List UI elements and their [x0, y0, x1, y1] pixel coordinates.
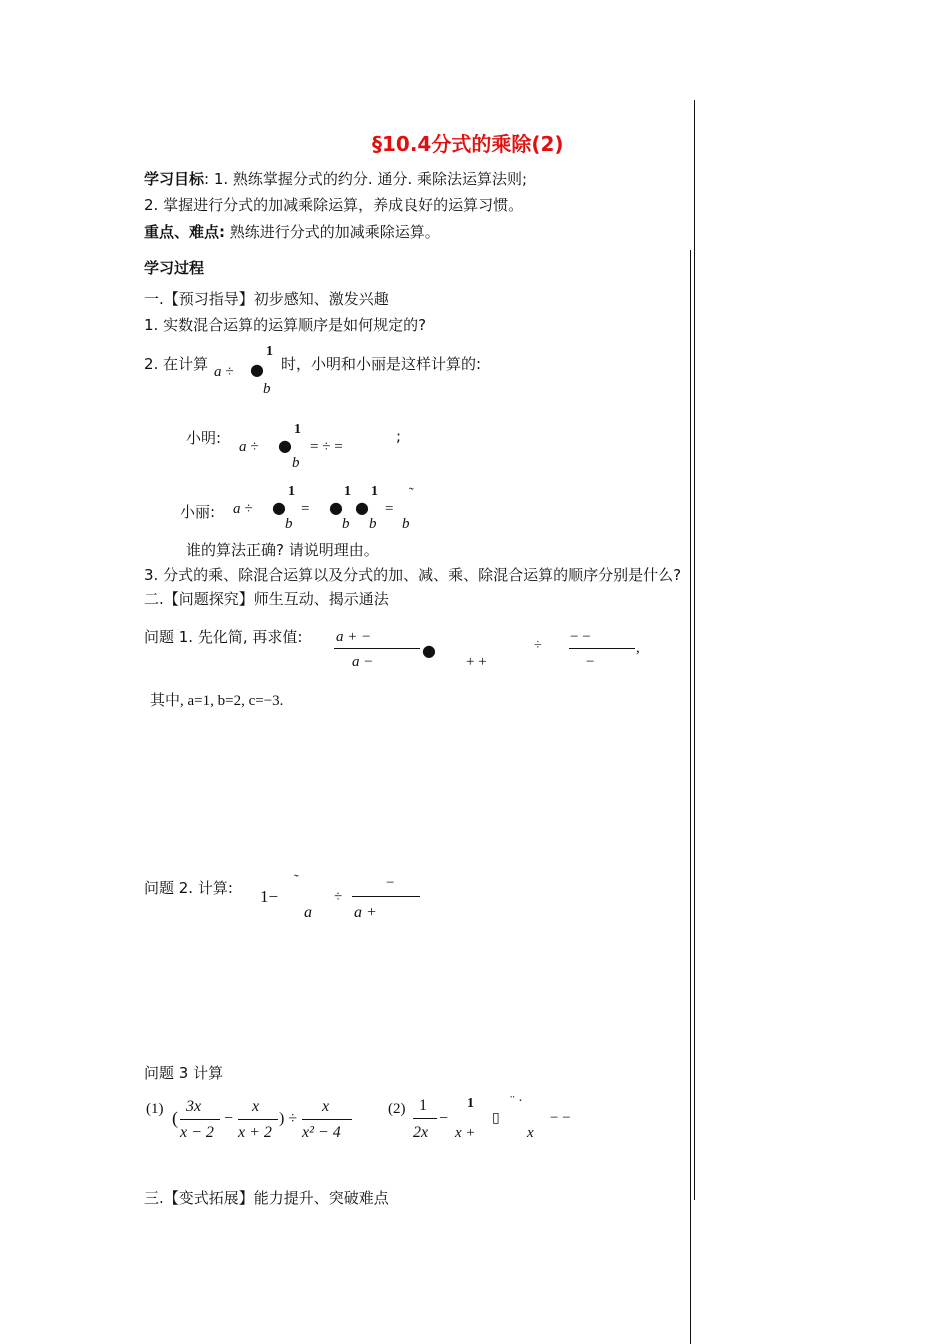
xiaoming-bullet: ●: [278, 436, 292, 455]
section1-q3: 3. 分式的乘、除混合运算以及分式的加、减、乘、除混合运算的顺序分别是什么?: [144, 566, 682, 584]
section1-q1: 1. 实数混合运算的运算顺序是如何规定的?: [144, 316, 427, 334]
xiaoming-b: b: [292, 455, 300, 471]
section3-heading: 三.【变式拓展】能力提升、突破难点: [144, 1189, 389, 1207]
xiaoli-one3: 1: [371, 484, 378, 499]
problem1-frac-line2: [569, 648, 635, 649]
problem3-2-tail: − −: [550, 1110, 571, 1126]
problem2-minus: −: [386, 875, 395, 891]
problem1-frac-line1: [334, 648, 420, 649]
xiaoli-label: 小丽:: [180, 503, 216, 521]
who-correct: 谁的算法正确? 请说明理由。: [186, 541, 379, 559]
problem1-bullet: ●: [422, 641, 436, 660]
problem1-div: ÷: [534, 638, 542, 653]
xiaoli-tilde: ˜: [409, 486, 414, 501]
problem1-num2: − −: [570, 629, 591, 645]
problem3-2-f2-den: x +: [455, 1125, 476, 1141]
q2-expr-a: a ÷: [214, 364, 234, 380]
q2-bullet: ●: [250, 360, 264, 379]
problem1-den2: −: [586, 654, 595, 670]
key-points-text: 熟练进行分式的加减乘除运算。: [225, 223, 440, 241]
xiaoli-b2: b: [342, 516, 350, 532]
problem3-1-f3-num: x: [322, 1098, 330, 1115]
goals-line2: 2. 掌握进行分式的加减乘除运算，养成良好的运算习惯。: [144, 196, 524, 214]
problem3-2-minus: −: [439, 1110, 449, 1127]
problem3-2-x: x: [527, 1125, 534, 1141]
xiaoli-eq1: =: [301, 501, 310, 517]
problem2-label: 问题 2. 计算:: [144, 879, 233, 897]
process-heading: 学习过程: [144, 259, 205, 277]
problem1-where: 其中, a=1, b=2, c=−3.: [150, 693, 284, 709]
xiaoli-one1: 1: [288, 484, 295, 499]
section2-heading: 二.【问题探究】师生互动、揭示通法: [144, 590, 389, 608]
problem3-1-f2-line: [238, 1119, 278, 1120]
problem3-2-f1-line: [413, 1118, 437, 1119]
problem3-1-f2-num: x: [252, 1098, 260, 1115]
problem3-2-f1-num: 1: [419, 1097, 427, 1114]
xiaoming-expr: a ÷: [239, 439, 259, 455]
problem3-label: 问题 3 计算: [144, 1064, 224, 1082]
problem2-div: ÷: [334, 889, 343, 905]
xiaoli-bullet3: ●: [355, 498, 369, 517]
q2-expr-1: 1: [266, 344, 273, 359]
problem3-1-open: (: [172, 1108, 178, 1128]
section1-q2-suffix: 时，小明和小丽是这样计算的:: [281, 355, 482, 373]
page-title: §10.4分式的乘除(2): [372, 132, 564, 156]
xiaoli-one2: 1: [344, 484, 351, 499]
xiaoli-bullet2: ●: [329, 498, 343, 517]
problem3-2-f1-den: 2x: [413, 1124, 429, 1141]
xiaoli-b3: b: [369, 516, 377, 532]
problem3-1-f1-den: x − 2: [180, 1124, 214, 1141]
xiaoli-b4: b: [402, 516, 410, 532]
goals-line1: [144, 168, 527, 189]
xiaoli-bullet1: ●: [272, 498, 286, 517]
problem3-1-num: (1): [146, 1101, 164, 1117]
xiaoming-one: 1: [294, 422, 301, 437]
problem1-mid: + +: [466, 654, 487, 670]
xiaoli-expr: a ÷: [233, 501, 253, 517]
problem3-1-f2-den: x + 2: [238, 1124, 272, 1141]
problem3-2-box: ▯: [492, 1110, 500, 1126]
problem2-frac-line: [352, 896, 420, 897]
problem1-comma: ,: [636, 640, 640, 656]
problem3-1-minus: −: [224, 1110, 234, 1127]
problem2-one: 1−: [260, 887, 279, 906]
problem2-tilde: ˜: [294, 873, 299, 888]
q2-expr-b: b: [263, 381, 271, 397]
problem1-num: a + −: [336, 629, 372, 645]
problem3-1-f1-line: [180, 1119, 220, 1120]
problem3-2-dots: ¨ ·: [510, 1094, 523, 1109]
problem1-label: 问题 1. 先化简, 再求值:: [144, 628, 303, 646]
problem3-1-f3-line: [302, 1119, 352, 1120]
xiaoli-eq2: =: [385, 501, 394, 517]
problem1-den: a −: [352, 654, 374, 670]
problem3-2-f2-num: 1: [467, 1096, 474, 1111]
xiaoli-b1: b: [285, 516, 293, 532]
right-margin-rule-upper: [694, 100, 695, 1200]
problem3-1-f1-num: 3x: [186, 1098, 202, 1115]
problem3-2-num: (2): [388, 1101, 406, 1117]
problem3-1-f3-den: x² − 4: [302, 1124, 341, 1141]
section1-heading: 一.【预习指导】初步感知、激发兴趣: [144, 290, 389, 308]
xiaoming-label: 小明:: [186, 429, 222, 447]
problem2-a: a: [304, 904, 312, 921]
goals-label: 学习目标: [144, 170, 205, 188]
problem2-a2: a +: [354, 904, 377, 921]
problem3-1-close: ) ÷: [279, 1110, 298, 1127]
xiaoming-rest: = ÷ =: [310, 439, 343, 455]
xiaoming-end: ;: [396, 427, 402, 445]
section1-q2-prefix: 2. 在计算: [144, 355, 209, 373]
key-points: [144, 221, 440, 242]
goals-text1: : 1. 熟练掌握分式的约分. 通分. 乘除法运算法则;: [204, 170, 528, 188]
key-points-label: 重点、难点:: [144, 223, 225, 241]
right-margin-rule-lower: [690, 250, 691, 1344]
